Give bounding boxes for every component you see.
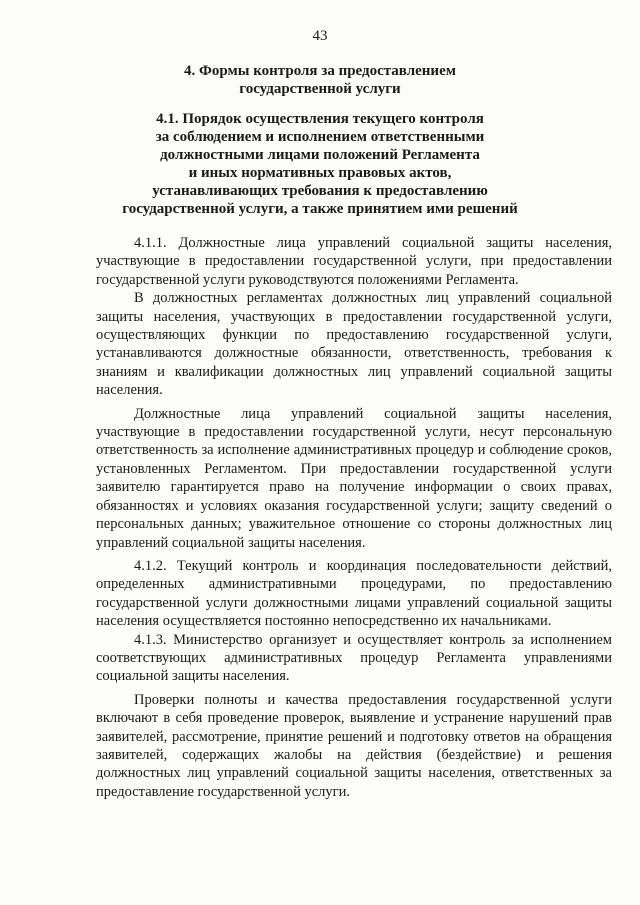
page-number: 43 <box>312 28 328 44</box>
paragraph-4-1-3: 4.1.3. Министерство организует и осуществляет контроль за исполнением соответствующих административных процедур Регламента управлениями социальной защиты населения. <box>96 631 612 685</box>
section-heading <box>0 62 640 98</box>
subsection-heading-line: за соблюдением и исполнением ответственными <box>155 129 485 145</box>
subsection-heading-line: должностными лицами положений Регламента <box>160 147 480 163</box>
subsection-heading-line: 4.1. Порядок осуществления текущего контроля <box>156 111 484 127</box>
section-heading-line: государственной услуги <box>239 81 401 97</box>
section-heading-line: 4. Формы контроля за предоставлением <box>184 63 456 79</box>
subsection-heading-line: государственной услуги, а также принятием ими решений <box>122 201 518 217</box>
paragraph-job-regulations: В должностных регламентах должностных лиц управлений социальной защиты населения, участвующих в предоставлении государственной услуги, осуществляющих функции по предоставлению государственной услуги, устанавливаются должностные обязанности, ответственность, требования к знаниям и квалификации должностных лиц управлений социальной защиты населения. <box>96 290 612 399</box>
paragraph-4-1-1: 4.1.1. Должностные лица управлений социальной защиты населения, участвующие в предоставлении государственной услуги, при предоставлении государственной услуги руководствуются положениями Регламента. <box>96 235 612 288</box>
paragraph-inspections: Проверки полноты и качества предоставления государственной услуги включают в себя проведение проверок, выявление и устранение нарушений прав заявителей, рассмотрение, принятие решений и подготовку ответов на обращения заявителей, содержащих жалобы на действия (бездействие) и решения должностных лиц управлений социальной защиты населения, ответственных за предоставление государственной услуги. <box>96 691 612 800</box>
paragraph-responsibility: Должностные лица управлений социальной защиты населения, участвующие в предоставлении государственной услуги, несут персональную ответственность за исполнение административных процедур и соблюдение сроков, установленных Регламентом. При предоставлении государственной услуги заявителю гарантируется право на получение информации о своих правах, обязанностях и условиях оказания государственной услуги; защиту сведений о персональных данных; уважительное отношение со стороны должностных лиц управлений социальной защиты населения. <box>96 405 612 551</box>
subsection-heading-line: и иных нормативных правовых актов, <box>188 165 452 181</box>
paragraph-4-1-2: 4.1.2. Текущий контроль и координация последовательности действий, определенных административными процедурами, по предоставлению государственной услуги должностными лицами управлений социальной защиты населения осуществляется постоянно непосредственно их начальниками. <box>96 557 612 630</box>
subsection-heading <box>0 110 640 218</box>
subsection-heading-line: устанавливающих требования к предоставлению <box>152 183 488 199</box>
body-text <box>96 234 612 806</box>
